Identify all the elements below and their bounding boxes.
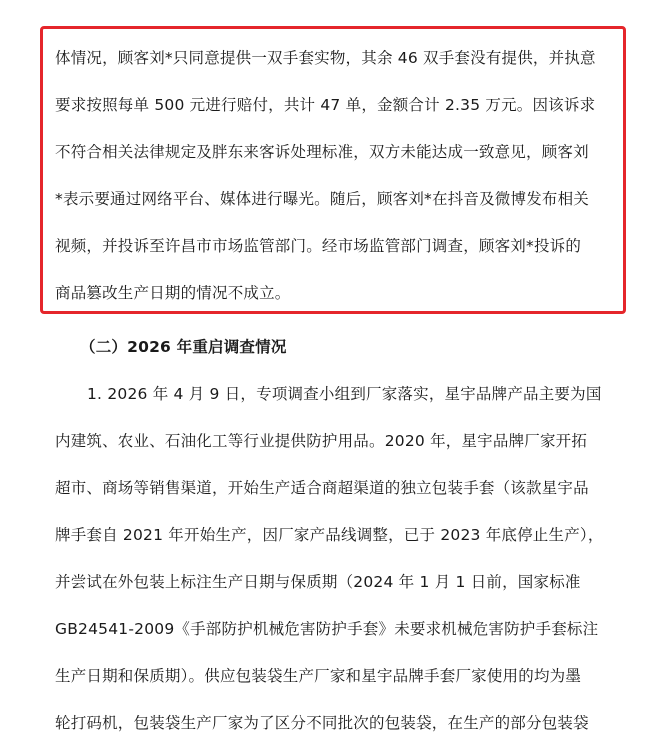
highlighted-line-2: 要求按照每单 500 元进行赔付，共计 47 单，金额合计 2.35 万元。因该诉求	[55, 96, 596, 114]
highlighted-line-1: 体情况，顾客刘*只同意提供一双手套实物，其余 46 双手套没有提供，并执意	[55, 49, 596, 67]
highlighted-line-3: 不符合相关法律规定及胖东来客诉处理标准，双方未能达成一致意见，顾客刘	[55, 143, 589, 161]
body-line-7: 生产日期和保质期）。供应包装袋生产厂家和星宇品牌手套厂家使用的均为墨	[55, 667, 582, 685]
body-line-6: GB24541-2009《手部防护机械危害防护手套》未要求机械危害防护手套标注	[55, 620, 599, 638]
body-line-1: 1. 2026 年 4 月 9 日，专项调查小组到厂家落实，星宇品牌产品主要为国	[87, 385, 602, 403]
body-line-8: 轮打码机，包装袋生产厂家为了区分不同批次的包装袋，在生产的部分包装袋	[55, 714, 589, 732]
highlight-box	[40, 26, 626, 314]
highlighted-line-5: 视频，并投诉至许昌市市场监管部门。经市场监管部门调查，顾客刘*投诉的	[55, 237, 582, 255]
highlighted-line-6: 商品篡改生产日期的情况不成立。	[55, 284, 291, 302]
body-line-3: 超市、商场等销售渠道，开始生产适合商超渠道的独立包装手套（该款星宇品	[55, 479, 589, 497]
highlighted-line-4: *表示要通过网络平台、媒体进行曝光。随后，顾客刘*在抖音及微博发布相关	[55, 190, 590, 208]
body-line-4: 牌手套自 2021 年开始生产，因厂家产品线调整，已于 2023 年底停止生产），	[55, 526, 604, 544]
body-line-2: 内建筑、农业、石油化工等行业提供防护用品。2020 年，星宇品牌厂家开拓	[55, 432, 588, 450]
body-line-5: 并尝试在外包装上标注生产日期与保质期（2024 年 1 月 1 日前，国家标准	[55, 573, 581, 591]
section-heading: （二）2026 年重启调查情况	[80, 338, 287, 356]
